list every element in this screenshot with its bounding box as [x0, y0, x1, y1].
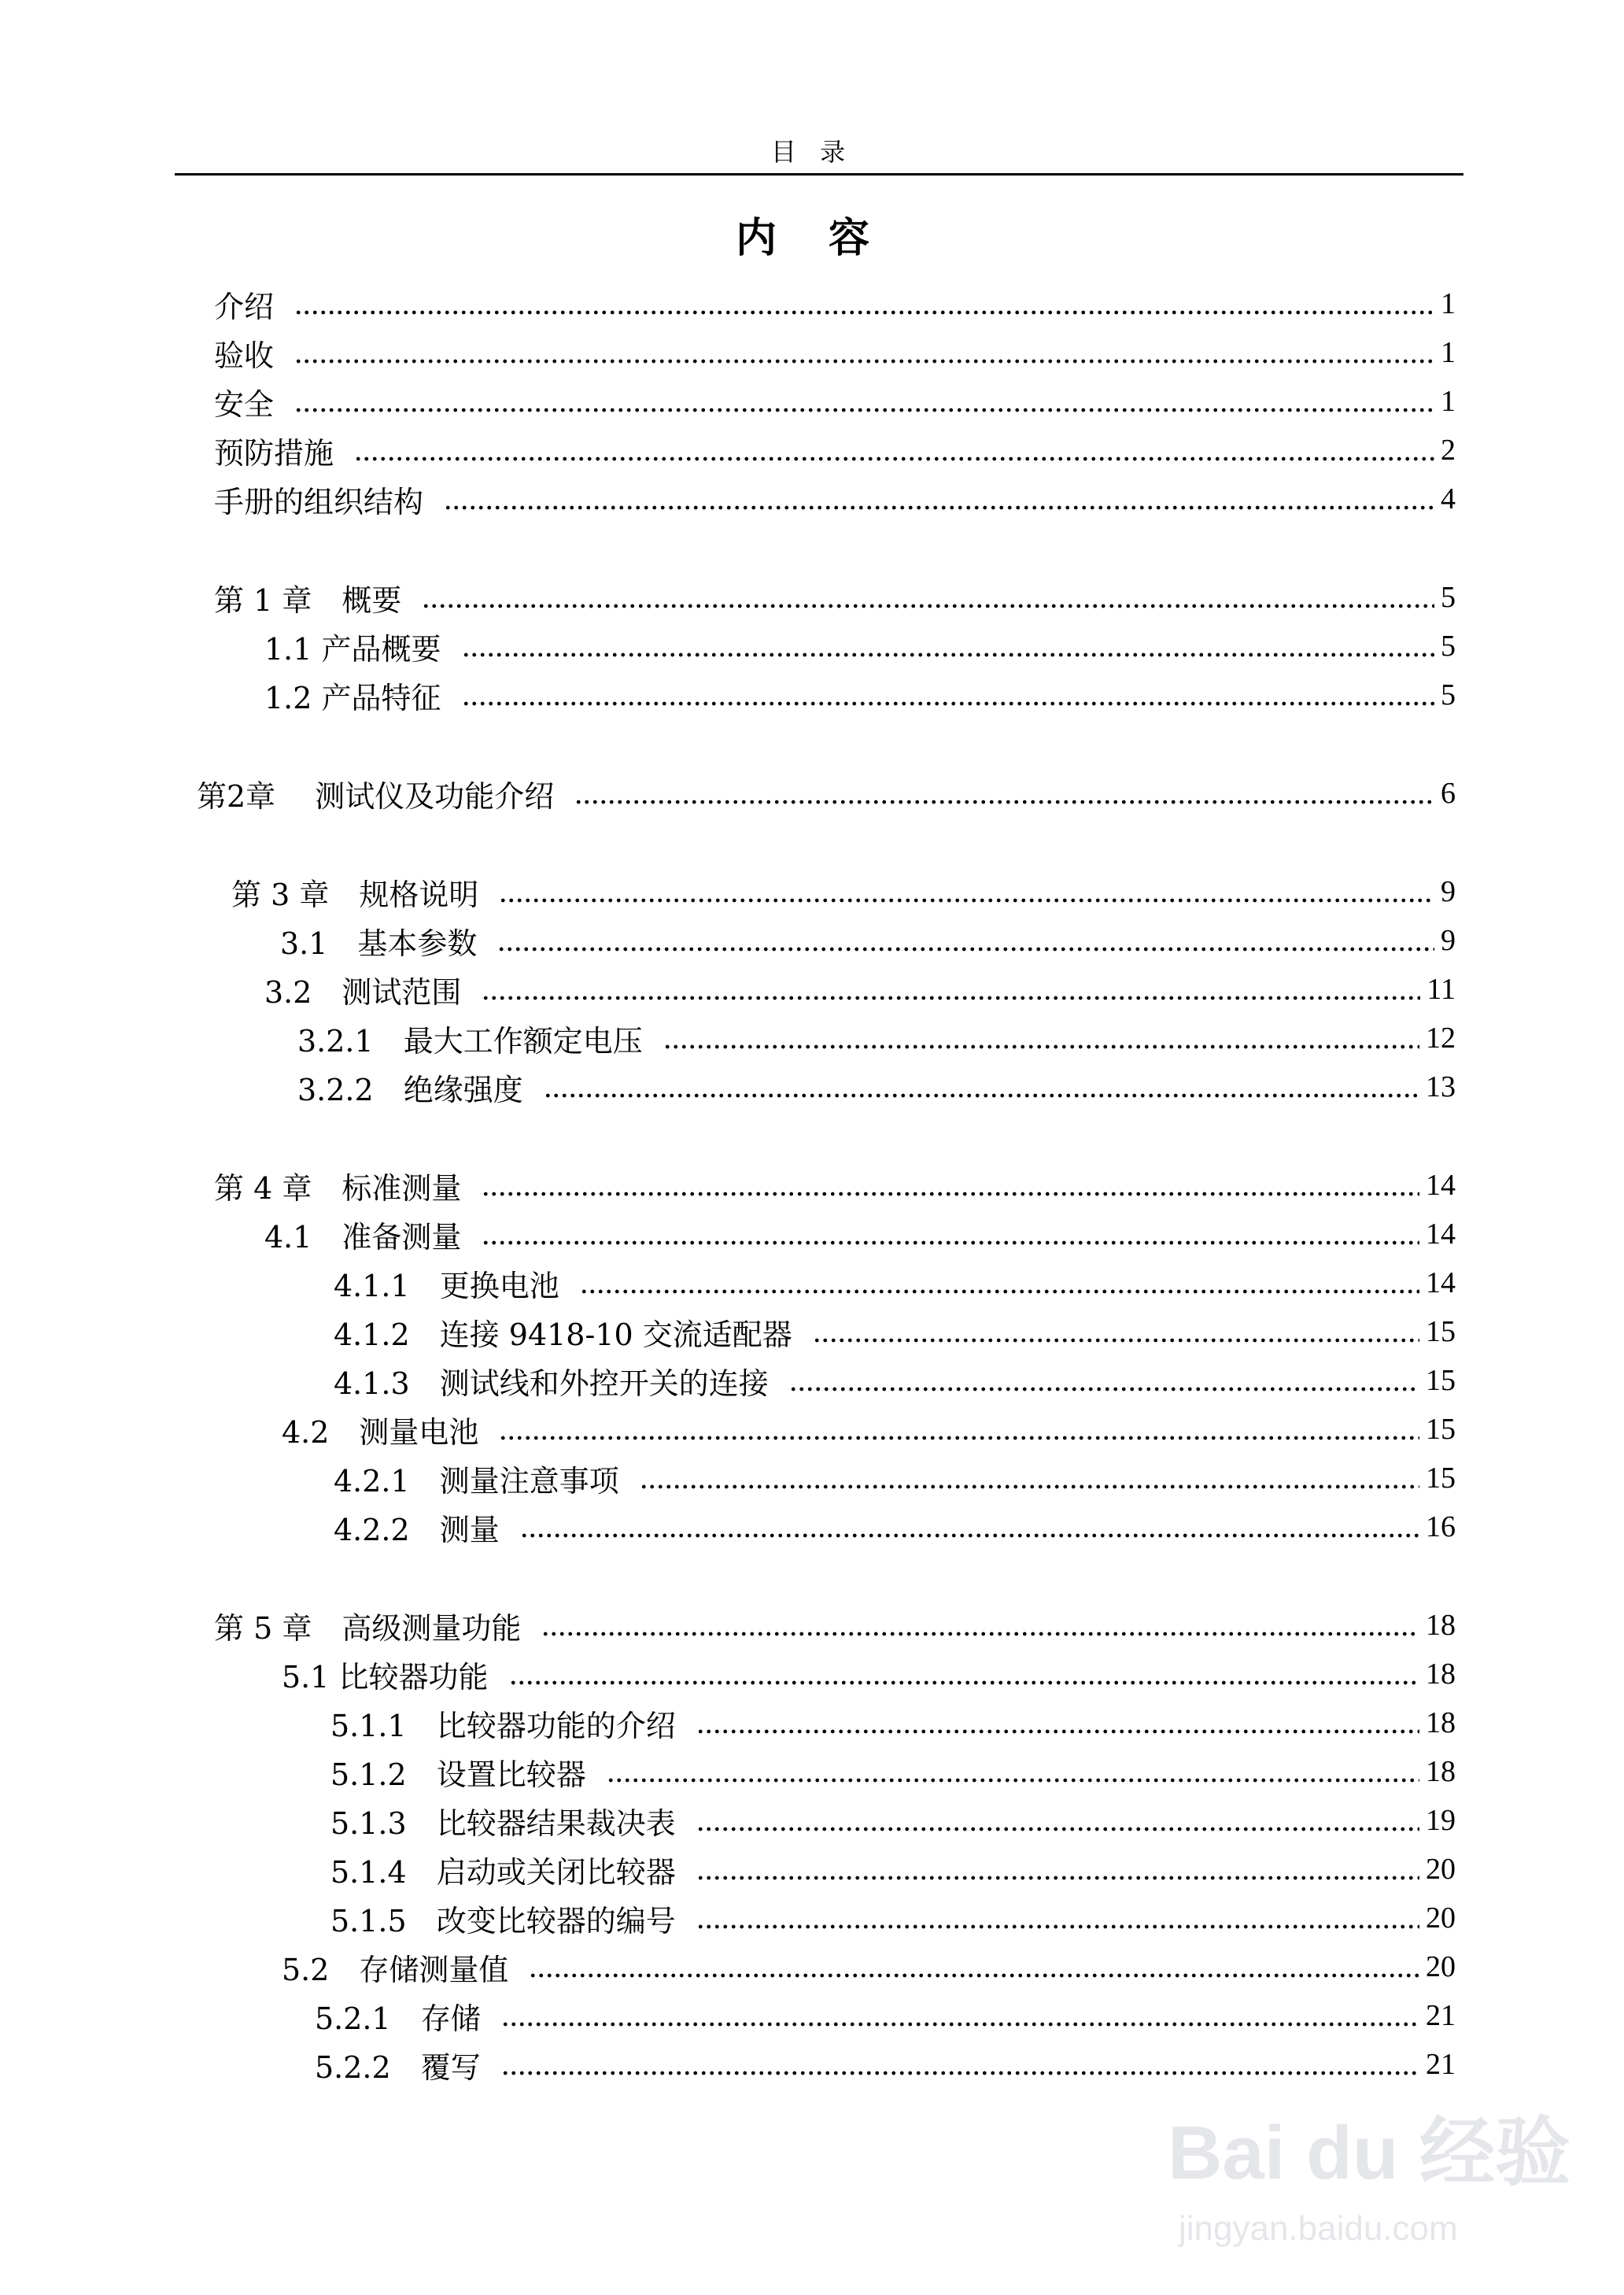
toc-entry[interactable] — [214, 1163, 1456, 1207]
dot-leader — [509, 1652, 1419, 1696]
toc-entry[interactable] — [280, 918, 1456, 963]
toc-label: 3.1 基本参数 — [280, 926, 478, 961]
toc-page-number: 9 — [1441, 875, 1456, 908]
dot-leader — [482, 967, 1420, 1011]
dot-leader — [696, 1701, 1419, 1745]
toc-page-number: 18 — [1426, 1755, 1456, 1788]
watermark-logo-text: Bai du 经验 — [1168, 2111, 1571, 2195]
toc-entry[interactable] — [214, 379, 1456, 423]
toc-entry[interactable] — [197, 771, 1456, 815]
toc-page-number: 18 — [1426, 1706, 1456, 1739]
toc-entry[interactable] — [330, 1798, 1456, 1842]
dot-leader — [499, 870, 1434, 914]
toc-label: 5.2.2 覆写 — [315, 2049, 481, 2085]
toc-label: 5.1.4 启动或关闭比较器 — [330, 1854, 676, 1890]
toc-entry[interactable] — [214, 331, 1456, 375]
toc-label: 第2章 测试仪及功能介绍 — [197, 778, 555, 814]
toc-label: 5.2.1 存储 — [315, 2001, 481, 2036]
toc-label: 4.2.1 测量注意事项 — [334, 1463, 619, 1499]
dot-leader — [444, 477, 1434, 521]
toc-page-number: 6 — [1441, 777, 1456, 810]
dot-leader — [497, 918, 1434, 963]
toc-entry[interactable] — [214, 477, 1456, 521]
page-title: 内 容 — [735, 214, 889, 262]
dot-leader — [482, 1212, 1419, 1256]
toc-label: 5.2 存储测量值 — [282, 1952, 509, 1987]
dot-leader — [574, 771, 1434, 815]
baidu-jingyan-watermark — [1163, 2086, 1572, 2259]
toc-label: 5.1 比较器功能 — [282, 1659, 489, 1694]
toc-label: 第 1 章 概要 — [214, 582, 402, 618]
toc-page-number: 1 — [1441, 287, 1456, 320]
toc-entry[interactable] — [214, 428, 1456, 472]
dot-leader — [640, 1456, 1419, 1500]
dot-leader — [501, 1994, 1419, 2038]
dot-leader — [462, 673, 1434, 717]
toc-page-number: 11 — [1427, 973, 1456, 1006]
toc-entry[interactable] — [334, 1456, 1456, 1500]
toc-entry[interactable] — [282, 1945, 1456, 1989]
dot-leader — [294, 379, 1434, 423]
toc-entry[interactable] — [315, 1994, 1456, 2038]
dot-leader — [529, 1945, 1419, 1989]
toc-entry[interactable] — [264, 1212, 1456, 1256]
toc-label: 第 5 章 高级测量功能 — [214, 1610, 522, 1646]
toc-label: 5.1.1 比较器功能的介绍 — [330, 1708, 676, 1743]
toc-entry[interactable] — [334, 1358, 1456, 1402]
toc-label: 5.1.5 改变比较器的编号 — [330, 1903, 676, 1938]
toc-entry[interactable] — [264, 967, 1456, 1011]
toc-label: 4.2.2 测量 — [334, 1512, 500, 1547]
toc-page-number: 13 — [1426, 1070, 1456, 1103]
toc-page-number: 15 — [1426, 1413, 1456, 1446]
toc-page-number: 1 — [1441, 385, 1456, 418]
toc-entry[interactable] — [297, 1016, 1456, 1060]
toc-page-number: 1 — [1441, 336, 1456, 369]
toc-entry[interactable] — [264, 673, 1456, 717]
toc-page-number: 20 — [1426, 1853, 1456, 1886]
dot-leader — [696, 1847, 1419, 1891]
dot-leader — [813, 1310, 1419, 1354]
toc-entry[interactable] — [334, 1261, 1456, 1305]
toc-entry[interactable] — [330, 1896, 1456, 1940]
toc-page-number: 15 — [1426, 1315, 1456, 1348]
dot-leader — [544, 1065, 1419, 1109]
toc-entry[interactable] — [334, 1505, 1456, 1549]
toc-page-number: 14 — [1426, 1169, 1456, 1202]
toc-entry[interactable] — [315, 2042, 1456, 2086]
dot-leader — [663, 1016, 1419, 1060]
toc-entry[interactable] — [330, 1701, 1456, 1745]
toc-label: 4.1.1 更换电池 — [334, 1268, 559, 1303]
toc-page-number: 19 — [1426, 1804, 1456, 1837]
toc-page-number: 21 — [1426, 2048, 1456, 2081]
dot-leader — [294, 331, 1434, 375]
toc-entry[interactable] — [297, 1065, 1456, 1109]
toc-page-number: 15 — [1426, 1462, 1456, 1495]
toc-label: 第 4 章 标准测量 — [214, 1170, 462, 1206]
toc-page-number: 14 — [1426, 1218, 1456, 1251]
toc-label: 安全 — [214, 386, 275, 422]
toc-page-number: 14 — [1426, 1266, 1456, 1299]
toc-entry[interactable] — [214, 575, 1456, 619]
dot-leader — [462, 624, 1434, 668]
toc-page-number: 15 — [1426, 1364, 1456, 1397]
toc-page-number: 18 — [1426, 1658, 1456, 1691]
toc-page-number: 12 — [1426, 1022, 1456, 1055]
dot-leader — [696, 1798, 1419, 1842]
toc-entry[interactable] — [214, 1603, 1456, 1647]
toc-page-number: 18 — [1426, 1609, 1456, 1642]
dot-leader — [789, 1358, 1419, 1402]
toc-label: 预防措施 — [214, 435, 334, 471]
toc-page-number: 16 — [1426, 1510, 1456, 1543]
toc-page-number: 2 — [1441, 434, 1456, 467]
dot-leader — [499, 1407, 1419, 1451]
dot-leader — [541, 1603, 1419, 1647]
page-header: 目 录 — [770, 137, 854, 167]
toc-label: 1.2 产品特征 — [264, 680, 441, 715]
dot-leader — [580, 1261, 1419, 1305]
toc-page-number: 9 — [1441, 924, 1456, 957]
toc-label: 3.2.2 绝缘强度 — [297, 1072, 523, 1107]
toc-label: 介绍 — [214, 289, 275, 324]
dot-leader — [354, 428, 1434, 472]
toc-page-number: 20 — [1426, 1950, 1456, 1983]
dot-leader — [520, 1505, 1419, 1549]
toc-page-number: 20 — [1426, 1901, 1456, 1935]
toc-entry[interactable] — [231, 870, 1456, 914]
toc-entry[interactable] — [282, 1652, 1456, 1696]
toc-entry[interactable] — [330, 1750, 1456, 1794]
toc-label: 4.2 测量电池 — [282, 1414, 479, 1450]
toc-label: 验收 — [214, 338, 275, 373]
dot-leader — [422, 575, 1434, 619]
dot-leader — [696, 1896, 1419, 1940]
toc-page-number: 5 — [1441, 581, 1456, 614]
toc-label: 3.2.1 最大工作额定电压 — [297, 1023, 643, 1059]
toc-page-number: 4 — [1441, 482, 1456, 516]
toc-label: 5.1.2 设置比较器 — [330, 1757, 586, 1792]
toc-label: 3.2 测试范围 — [264, 974, 462, 1010]
dot-leader — [607, 1750, 1419, 1794]
toc-page-number: 5 — [1441, 630, 1456, 663]
toc-label: 5.1.3 比较器结果裁决表 — [330, 1805, 676, 1841]
toc-label: 4.1 准备测量 — [264, 1219, 462, 1255]
toc-entry[interactable] — [214, 282, 1456, 326]
toc-label: 手册的组织结构 — [214, 484, 424, 519]
toc-page-number: 21 — [1426, 1999, 1456, 2032]
toc-entry[interactable] — [334, 1310, 1456, 1354]
toc-label: 4.1.3 测试线和外控开关的连接 — [334, 1366, 769, 1401]
toc-entry[interactable] — [282, 1407, 1456, 1451]
dot-leader — [294, 282, 1434, 326]
watermark-url: jingyan.baidu.com — [1179, 2209, 1458, 2248]
dot-leader — [482, 1163, 1419, 1207]
toc-label: 4.1.2 连接 9418-10 交流适配器 — [334, 1317, 792, 1352]
toc-entry[interactable] — [330, 1847, 1456, 1891]
dot-leader — [501, 2042, 1419, 2086]
toc-label: 第 3 章 规格说明 — [231, 877, 479, 912]
toc-label: 1.1 产品概要 — [264, 631, 441, 667]
toc-page-number: 5 — [1441, 678, 1456, 711]
toc-entry[interactable] — [264, 624, 1456, 668]
